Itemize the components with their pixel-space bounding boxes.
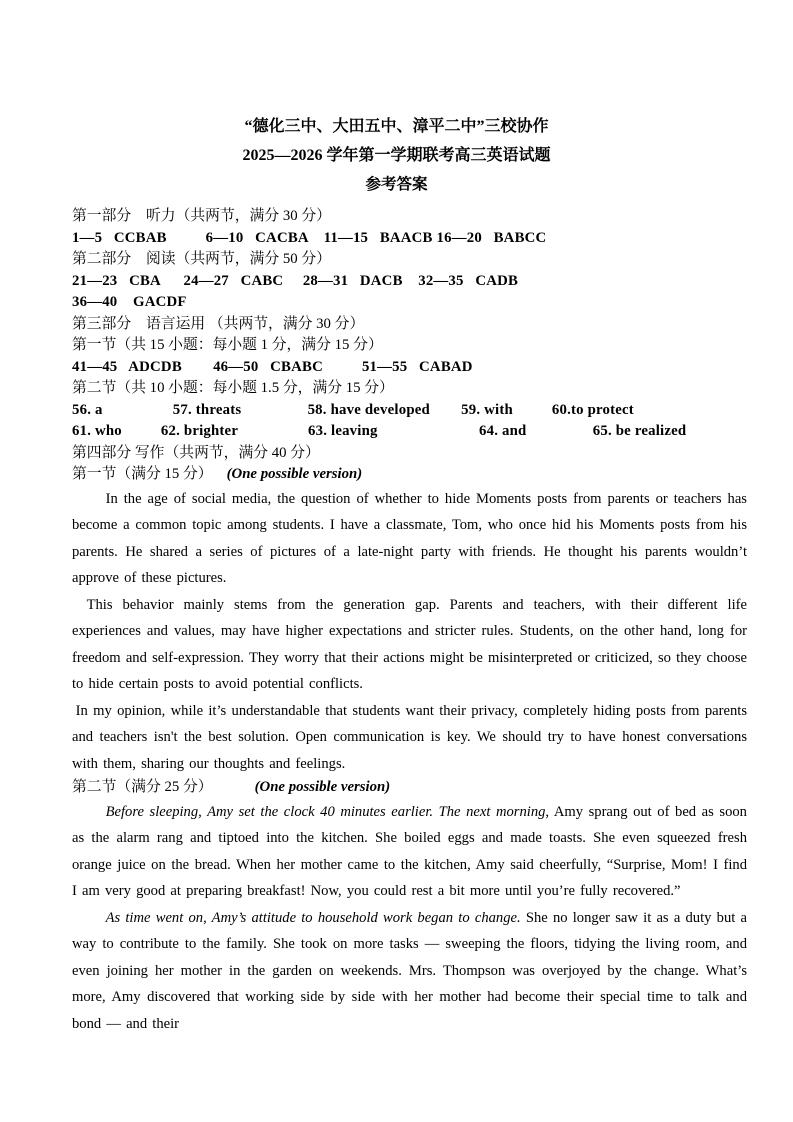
answer-key-content — [0, 199, 793, 1037]
part1-listening-heading: 第一部分 听力（共两节，满分 30 分） — [72, 208, 331, 224]
essay2-p1-given-sentence: Before sleeping, Amy set the clock 40 minutes earlier. The next morning — [105, 803, 546, 820]
grammar-answers-61-65: 61. who 62. brighter 63. leaving 64. and 65. be realized — [72, 423, 687, 439]
part3-language-use-heading: 第三部分 语言运用 （共两节，满分 30 分） — [72, 315, 365, 332]
essay2-paragraph-1 — [72, 799, 747, 905]
listening-answers-1-20: 1—5 CCBAB 6—10 CACBA 11—15 BAACB 16—20 BABCC — [72, 229, 547, 246]
essay2-p1-continuation: , Amy sprang out of bed as soon as the alarm rang and tiptoed into the kitchen. She boiled eggs and made toasts. She even squeezed fresh orange juice on the bread. When her mother came to the kitchen, Amy said cheerfully, “Surprise, Mom! I find I am very good at preparing breakfast! Now, you could rest a bit more until you’re fully recovered.” — [72, 803, 747, 899]
school-collaboration-title: “德化三中、大田五中、漳平二中”三校协作 — [244, 118, 549, 135]
writing-section1-heading — [72, 464, 747, 486]
grammar-answers-56-60: 56. a 57. threats 58. have developed 59. with 60.to protect — [72, 401, 634, 418]
cloze-answers-41-55: 41—45 ADCDB 46—50 CBABC 51—55 CABAD — [72, 358, 473, 375]
writing-section2-label: 第二节（满分 25 分） — [72, 779, 213, 795]
reading-answers-36-40: 36—40 GACDF — [72, 294, 187, 310]
essay1-paragraph-3: In my opinion, while it’s understandable that students want their privacy, completely hiding posts from parents and teachers isn't the best solution. Open communication is key. We should try to have honest conversations with them, sharing our thoughts and feelings. — [72, 702, 747, 772]
essay2-p2-given-sentence: As time went on, Amy’s attitude to household work began to change. — [105, 909, 521, 926]
document-header — [0, 0, 793, 199]
essay1-paragraph-1: In the age of social media, the question of whether to hide Moments posts from parents or teachers has become a common topic among students. I have a classmate, Tom, who once hid his Moments posts from his parents. He shared a series of pictures of a late-night party with friends. He thought his parents wouldn’t approve of these pictures. — [72, 490, 747, 586]
part2-reading-heading: 第二部分 阅读（共两节，满分 50 分） — [72, 251, 331, 267]
part3-section2-heading: 第二节（共 10 小题：每小题 1.5 分，满分 15 分） — [72, 380, 394, 396]
exam-title: 2025—2026 学年第一学期联考高三英语试题 — [242, 147, 551, 164]
writing-section1-label: 第一节（满分 15 分） — [72, 466, 213, 482]
part4-writing-heading: 第四部分 写作（共两节，满分 40 分） — [72, 444, 320, 461]
writing-section1-version-note: (One possible version) — [226, 466, 363, 482]
essay2-paragraph-2 — [72, 905, 747, 1038]
writing-section2-heading — [72, 777, 747, 799]
reading-answers-21-35: 21—23 CBA 24—27 CABC 28—31 DACB 32—35 CADB — [72, 272, 519, 289]
writing-section2-version-note: (One possible version) — [254, 779, 391, 795]
essay2-p2-continuation: She no longer saw it as a duty but a way to contribute to the family. She took on more tasks — sweeping the floors, tidying the living room, and even joining her mother in the garden on weekends. Mrs. Thompson was overjoyed by the change. What’s more, Amy discovered that working side by side with her mother had become their special time to talk and bond — and their — [72, 909, 747, 1032]
answer-key-title: 参考答案 — [365, 176, 428, 193]
part3-section1-heading: 第一节（共 15 小题：每小题 1 分，满分 15 分） — [72, 337, 383, 353]
essay1-paragraph-2: This behavior mainly stems from the generation gap. Parents and teachers, with their different life experiences and values, may have higher expectations and stricter rules. Students, on the other hand, long for freedom and self-expression. They worry that their actions might be misinterpreted or criticized, so they choose to hide certain posts to avoid potential conflicts. — [72, 596, 747, 692]
